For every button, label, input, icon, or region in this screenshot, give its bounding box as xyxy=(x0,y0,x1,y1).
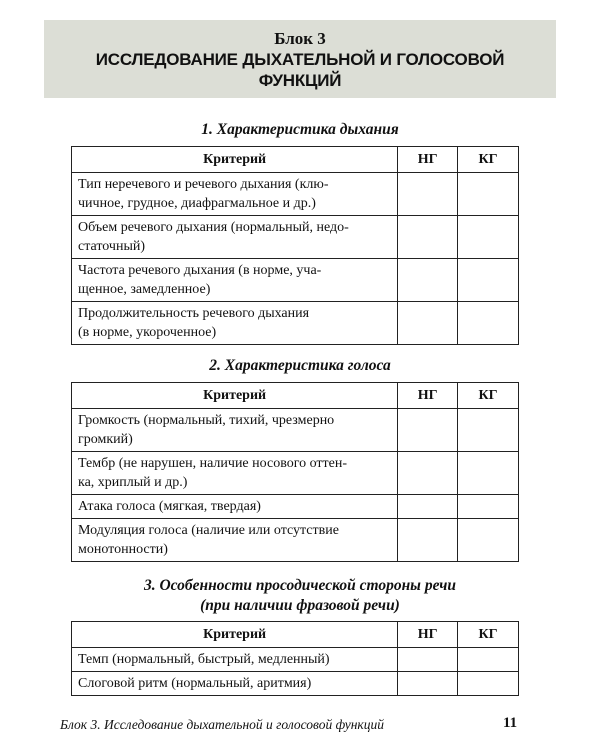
table-row xyxy=(72,173,519,216)
ng-cell xyxy=(398,495,458,519)
block-label: Блок 3 xyxy=(274,29,326,48)
column-header-ng: НГ xyxy=(398,147,458,173)
table-header-row xyxy=(72,383,519,409)
table-header-row xyxy=(72,147,519,173)
criterion-cell: Тип неречевого и речевого дыхания (клю- чичное, грудное, диафрагмальное и др.) xyxy=(72,173,398,216)
table-row xyxy=(72,216,519,259)
kg-cell xyxy=(458,452,519,495)
ng-cell xyxy=(398,648,458,672)
section-1-title: 1. Характеристика дыхания xyxy=(201,121,399,138)
kg-cell xyxy=(458,519,519,562)
table-row xyxy=(72,409,519,452)
ng-cell xyxy=(398,302,458,345)
kg-cell xyxy=(458,672,519,696)
table-row xyxy=(72,302,519,345)
ng-cell xyxy=(398,259,458,302)
column-header-kg: КГ xyxy=(458,622,519,648)
criterion-cell: Атака голоса (мягкая, твердая) xyxy=(72,495,398,519)
criterion-cell: Объем речевого дыхания (нормальный, недо- статочный) xyxy=(72,216,398,259)
table-row xyxy=(72,259,519,302)
kg-cell xyxy=(458,216,519,259)
section-3-title-line2: (при наличии фразовой речи) xyxy=(200,597,400,614)
table-row xyxy=(72,495,519,519)
ng-cell xyxy=(398,216,458,259)
page-number: 11 xyxy=(503,715,518,731)
kg-cell xyxy=(458,495,519,519)
column-header-kg: КГ xyxy=(458,383,519,409)
column-header-criterion: Критерий xyxy=(72,147,398,173)
section-3-title-line1: 3. Особенности просодической стороны речи xyxy=(143,577,456,594)
ng-cell xyxy=(398,409,458,452)
kg-cell xyxy=(458,173,519,216)
kg-cell xyxy=(458,648,519,672)
table-row xyxy=(72,672,519,696)
section-2-title: 2. Характеристика голоса xyxy=(209,357,391,374)
section-2-table xyxy=(71,382,519,562)
criterion-cell: Модуляция голоса (наличие или отсутствие монотонности) xyxy=(72,519,398,562)
column-header-ng: НГ xyxy=(398,622,458,648)
section-3-table xyxy=(71,621,519,696)
criterion-cell: Продолжительность речевого дыхания (в норме, укороченное) xyxy=(72,302,398,345)
ng-cell xyxy=(398,672,458,696)
section-1-table xyxy=(71,146,519,345)
column-header-kg: КГ xyxy=(458,147,519,173)
section-3-title xyxy=(64,576,536,616)
table-row xyxy=(72,452,519,495)
ng-cell xyxy=(398,519,458,562)
kg-cell xyxy=(458,259,519,302)
table-row xyxy=(72,519,519,562)
ng-cell xyxy=(398,452,458,495)
column-header-criterion: Критерий xyxy=(72,622,398,648)
block-title-line1: ИССЛЕДОВАНИЕ ДЫХАТЕЛЬНОЙ И ГОЛОСОВОЙ xyxy=(95,50,505,69)
column-header-criterion: Критерий xyxy=(72,383,398,409)
criterion-cell: Частота речевого дыхания (в норме, уча- щенное, замедленное) xyxy=(72,259,398,302)
running-title: Блок 3. Исследование дыхательной и голосовой функций xyxy=(60,717,384,732)
criterion-cell: Темп (нормальный, быстрый, медленный) xyxy=(72,648,398,672)
table-row xyxy=(72,648,519,672)
criterion-cell: Слоговой ритм (нормальный, аритмия) xyxy=(72,672,398,696)
criterion-cell: Громкость (нормальный, тихий, чрезмерно громкий) xyxy=(72,409,398,452)
table-header-row xyxy=(72,622,519,648)
criterion-cell: Тембр (не нарушен, наличие носового оттен- ка, хриплый и др.) xyxy=(72,452,398,495)
column-header-ng: НГ xyxy=(398,383,458,409)
block-header xyxy=(44,20,556,98)
block-title-line2: ФУНКЦИЙ xyxy=(258,71,342,90)
kg-cell xyxy=(458,409,519,452)
ng-cell xyxy=(398,173,458,216)
kg-cell xyxy=(458,302,519,345)
